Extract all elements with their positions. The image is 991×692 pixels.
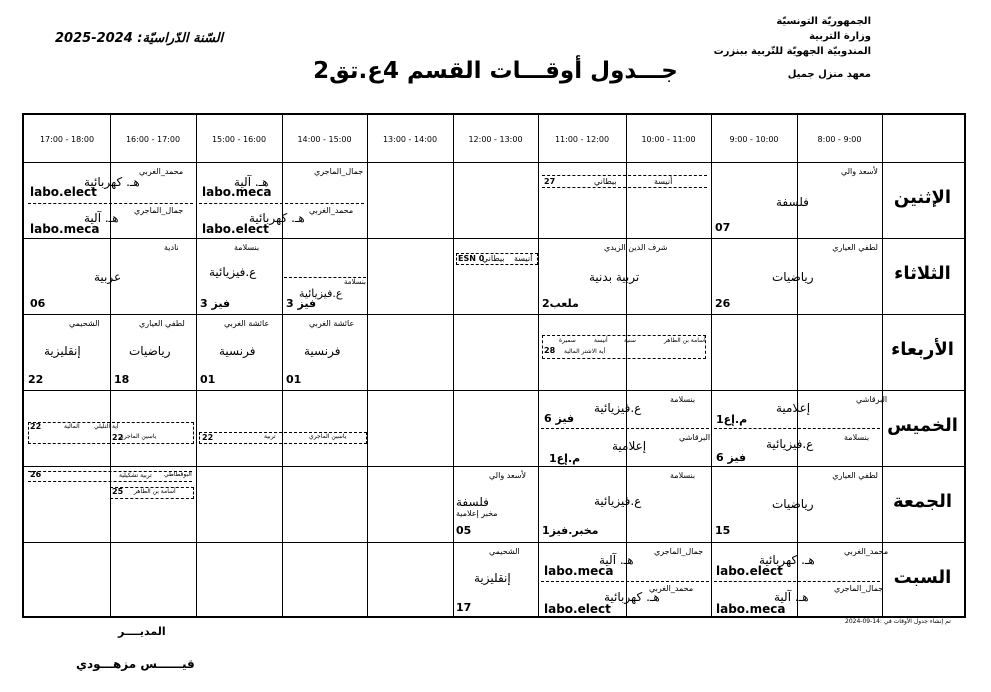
- room-number: 26: [715, 297, 731, 310]
- time-header: 8:00 - 9:00: [817, 135, 862, 144]
- day-wednesday: الأربعاء: [891, 339, 954, 360]
- time-header: 12:00 - 13:00: [468, 135, 523, 144]
- room-number: 17: [456, 601, 472, 614]
- subject-name: هـ. آلية: [774, 590, 809, 604]
- subject-name: إعلامية: [776, 401, 811, 415]
- teacher-name: بيطاني: [594, 177, 617, 186]
- subject-name: فرنسية: [304, 344, 341, 358]
- teacher-name: جمال_الماجري: [834, 584, 884, 593]
- subject-name: إنقليزية: [474, 571, 511, 585]
- day-tuesday: الثلاثاء: [894, 263, 951, 284]
- page-title: جـــدول أوقـــات القسم 4ع.تق2: [313, 58, 678, 84]
- room-number: 28: [544, 346, 556, 355]
- subject-name: عربية: [94, 270, 122, 284]
- lab-name: labo.elect: [202, 222, 269, 236]
- day-thursday: الخميس: [887, 415, 958, 436]
- lab-name: labo.meca: [716, 602, 786, 616]
- subject-name: هـ. كهربائية: [759, 553, 815, 567]
- teacher-name: البوقطاطي: [164, 471, 192, 478]
- teacher-name: الشحيمي: [489, 547, 520, 556]
- subject-name: ع.فيزيائية: [766, 437, 814, 451]
- teacher-name: أسامة بن الطاهر: [664, 337, 706, 344]
- teacher-name: المالية: [64, 423, 80, 430]
- subject-name: رياضيات: [772, 497, 814, 511]
- room-number: فيز 3: [286, 297, 317, 310]
- subject-name: تربية بدنية: [589, 270, 640, 284]
- teacher-name: محمد_الغربي: [649, 584, 694, 593]
- room-number: 05: [456, 524, 472, 537]
- subject-name: ع.فيزيائية: [209, 265, 257, 279]
- subject-name: ع.فيزيائية: [299, 287, 343, 300]
- school-year: السّنة الدّراسيّة: 2024-2025: [55, 31, 224, 46]
- teacher-name: البرقاشي: [679, 433, 711, 442]
- subject-name: فرنسية: [219, 344, 256, 358]
- teacher-name: لطفي العياري: [139, 319, 185, 328]
- room-number: 22: [30, 422, 42, 431]
- room-number: م.إع1: [549, 452, 581, 465]
- lab-name: labo.meca: [202, 185, 272, 199]
- time-header: 11:00 - 12:00: [554, 135, 610, 144]
- room-number: 27: [544, 177, 556, 186]
- subject-name: فلسفة: [456, 495, 489, 509]
- subject-name: هـ. آلية: [234, 175, 269, 189]
- time-header: 9:00 - 10:00: [729, 135, 779, 144]
- subject-name: رياضيات: [129, 344, 171, 358]
- lab-name: labo.meca: [544, 564, 614, 578]
- teacher-name: لأسعد والي: [489, 471, 527, 480]
- teacher-name: أية التليلي: [94, 423, 119, 430]
- time-header: 14:00 - 15:00: [297, 135, 352, 144]
- teacher-name: أية الاشتر المالية: [564, 348, 606, 355]
- room-number: ESN 0: [458, 254, 485, 263]
- room-number: 22: [112, 433, 124, 442]
- teacher-name: البرقاشي: [856, 395, 888, 404]
- teacher-name: محمد_الغربي: [139, 167, 184, 176]
- director-label: المديــــر: [118, 625, 166, 638]
- room-number: مخبر.فيز1: [542, 524, 599, 537]
- room-number: 06: [30, 297, 46, 310]
- subject-name: ع.فيزيائية: [594, 401, 642, 415]
- room-number: 01: [286, 373, 302, 386]
- teacher-name: نادية: [164, 243, 179, 252]
- subject-name: ع.فيزيائية: [594, 494, 642, 508]
- room-number: فيز 3: [200, 297, 231, 310]
- teacher-name: لطفي العياري: [832, 471, 878, 480]
- subject-name: إعلامية: [612, 439, 647, 453]
- subject-name: هـ. كهربائية: [249, 211, 305, 225]
- teacher-name: سنية: [624, 337, 636, 344]
- teacher-name: أنيسة: [514, 254, 533, 263]
- subject-name: هـ. آلية: [599, 553, 634, 567]
- subject-name: رياضيات: [772, 270, 814, 284]
- subject-name: فلسفة: [776, 195, 809, 209]
- teacher-name: ياسين الماجري: [309, 433, 347, 440]
- directorate-label: المندوبيّة الجهويّة للتّربية ببنزرت: [713, 46, 871, 57]
- ministry-label: وزارة التربية: [809, 31, 871, 42]
- room-number: 01: [200, 373, 216, 386]
- teacher-name: سميرة: [559, 337, 576, 344]
- teacher-name: أنيسة: [594, 337, 608, 344]
- room-number: م.إع1: [716, 413, 748, 426]
- room-number: 26: [30, 470, 42, 479]
- lab-name: labo.meca: [30, 222, 100, 236]
- day-friday: الجمعة: [892, 491, 953, 512]
- teacher-name: بنسلامة: [670, 471, 696, 480]
- subject-name: هـ. كهربائية: [84, 175, 140, 189]
- teacher-name: لأسعد والي: [840, 167, 878, 176]
- time-header: 10:00 - 11:00: [641, 135, 696, 144]
- subject-name: هـ. آلية: [84, 211, 119, 225]
- room-number: فيز 6: [716, 451, 747, 464]
- teacher-name: بنسلامة: [344, 278, 366, 286]
- time-header: 15:00 - 16:00: [211, 135, 267, 144]
- teacher-name: محمد_الغربي: [844, 547, 889, 556]
- room-number: 15: [715, 524, 731, 537]
- director-name: قيــــــس مزهـــودي: [76, 657, 195, 671]
- room-number: فيز 6: [544, 412, 575, 425]
- lab-name: labo.elect: [716, 564, 783, 578]
- teacher-name: أسامة بن الطاهر: [134, 488, 176, 495]
- teacher-name: بنسلامة: [670, 395, 696, 404]
- teacher-name: بنسلامة: [234, 243, 260, 252]
- room-number: 18: [114, 373, 130, 386]
- teacher-name: جمال_الماجري: [314, 167, 364, 176]
- room-number: 22: [28, 373, 44, 386]
- time-header: 13:00 - 14:00: [382, 135, 438, 144]
- teacher-name: بيطاني: [482, 254, 505, 263]
- teacher-name: جمال_الماجري: [654, 547, 704, 556]
- teacher-name: شرف الدين الزيدي: [604, 243, 668, 252]
- subject-name: هـ. كهربائية: [604, 590, 660, 604]
- time-header: 17:00 - 18:00: [39, 135, 95, 144]
- teacher-name: جمال_الماجري: [134, 206, 184, 215]
- subject-name: مخبر إعلامية: [456, 509, 498, 518]
- day-saturday: السبت: [893, 567, 952, 588]
- timetable: [22, 113, 966, 618]
- room-number: 25: [112, 487, 124, 496]
- school-label: معهد منزل جميل: [787, 69, 871, 80]
- room-number: ملعب2: [542, 297, 579, 310]
- teacher-name: تربية تشكيلية: [119, 472, 152, 479]
- republic-label: الجمهوريّة التونسيّة: [776, 16, 871, 27]
- creation-date: تم إنشاء جدول الأوقات في :14-09-2024: [845, 618, 951, 625]
- day-monday: الإثنين: [893, 187, 952, 208]
- teacher-name: أنيسة: [654, 177, 673, 186]
- teacher-name: بنسلامة: [844, 433, 870, 442]
- teacher-name: عائشة الغربي: [309, 319, 355, 328]
- teacher-name: ياسين الماجري: [119, 433, 157, 440]
- teacher-name: الشحيمي: [69, 319, 100, 328]
- subject-name: إنقليزية: [44, 344, 81, 358]
- room-number: 22: [202, 433, 214, 442]
- time-header: 16:00 - 17:00: [125, 135, 181, 144]
- teacher-name: لطفي العياري: [832, 243, 878, 252]
- room-number: 07: [715, 221, 731, 234]
- teacher-name: محمد_الغربي: [309, 206, 354, 215]
- teacher-name: عائشة الغربي: [224, 319, 270, 328]
- lab-name: labo.elect: [30, 185, 97, 199]
- lab-name: labo.elect: [544, 602, 611, 616]
- teacher-name: تربية: [264, 433, 276, 440]
